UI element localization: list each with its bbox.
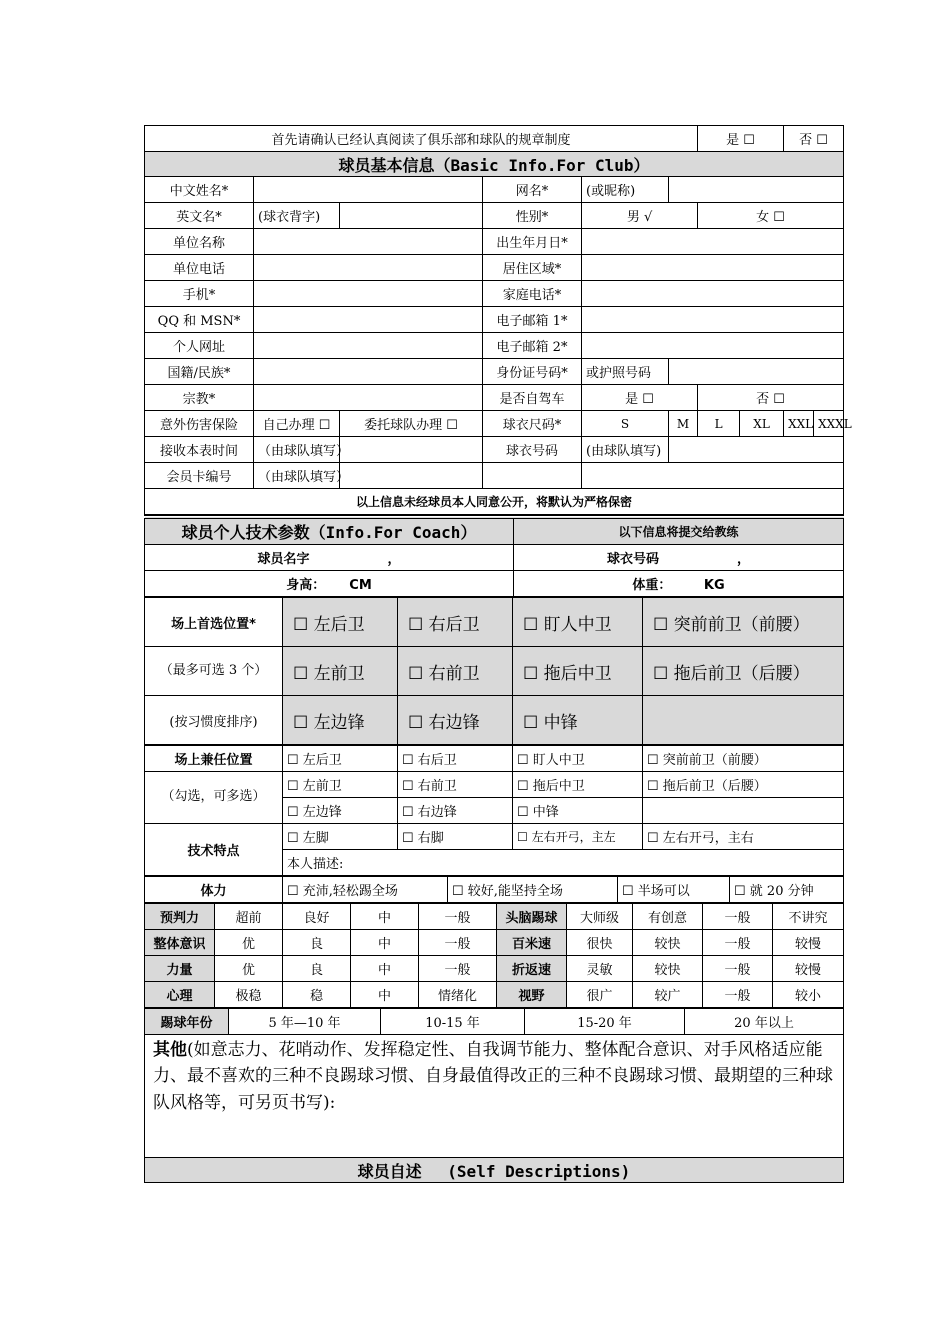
rating-option[interactable]: 一般 (703, 904, 773, 930)
basic-info-title: 球员基本信息（Basic Info.For Club） (145, 152, 844, 177)
jersey-number-field[interactable] (669, 437, 844, 463)
email1-field[interactable] (582, 307, 844, 333)
size-option-s[interactable]: S (582, 411, 669, 437)
pref-sweeper[interactable]: ☐ 拖后中卫 (513, 647, 643, 696)
id-number-label: 身份证号码* (483, 359, 582, 385)
rating-label-anticipation: 预判力 (145, 904, 215, 930)
size-option-m[interactable]: M (669, 411, 698, 437)
rating-option[interactable]: 不讲究 (773, 904, 844, 930)
foot-right-option[interactable]: ☐ 右脚 (398, 824, 513, 850)
drive-label: 是否自驾车 (483, 385, 582, 411)
self-description-field[interactable]: 本人描述: (283, 850, 844, 876)
rating-option[interactable]: 中 (351, 956, 419, 982)
alternate-position-table (144, 745, 844, 876)
preferred-position-table (144, 597, 844, 745)
preferred-position-label: 场上首选位置* (145, 598, 283, 647)
nickname-hint: (或昵称) (582, 177, 669, 203)
pref-left-wing[interactable]: ☐ 左边锋 (283, 696, 398, 745)
rating-option[interactable]: 超前 (215, 904, 283, 930)
self-description-title: 球员自述 (Self Descriptions) (145, 1158, 844, 1183)
alt-left-wing[interactable]: ☐ 左边锋 (283, 798, 398, 824)
gender-label: 性别* (483, 203, 582, 229)
birth-field[interactable] (582, 229, 844, 255)
qq-field[interactable] (254, 307, 483, 333)
member-card-blank (582, 463, 844, 489)
rating-option[interactable]: 较广 (633, 982, 703, 1008)
birth-label: 出生年月日* (483, 229, 582, 255)
company-phone-field[interactable] (254, 255, 483, 281)
foot-both-right-option[interactable]: ☐ 左右开弓，主右 (643, 824, 844, 850)
pref-left-mid[interactable]: ☐ 左前卫 (283, 647, 398, 696)
rules-confirmation: 首先请确认已经认真阅读了俱乐部和球队的规章制度 (145, 126, 698, 152)
years-option[interactable]: 5 年—10 年 (229, 1009, 381, 1035)
size-option-xl[interactable]: XL (740, 411, 784, 437)
receive-time-hint: （由球队填写） (254, 437, 340, 463)
alt-striker[interactable]: ☐ 中锋 (513, 798, 643, 824)
confirm-no-checkbox[interactable]: 否 ☐ (784, 126, 844, 152)
pref-striker[interactable]: ☐ 中锋 (513, 696, 643, 745)
rating-option[interactable]: 优 (215, 930, 283, 956)
rating-option[interactable]: 良 (283, 956, 351, 982)
receive-time-field[interactable] (340, 437, 483, 463)
pref-defensive-mid[interactable]: ☐ 拖后前卫（后腰） (643, 647, 844, 696)
alt-attacking-mid[interactable]: ☐ 突前前卫（前腰） (643, 746, 844, 772)
website-field[interactable] (254, 333, 483, 359)
pref-right-mid[interactable]: ☐ 右前卫 (398, 647, 513, 696)
rating-option[interactable]: 中 (351, 930, 419, 956)
insurance-label: 意外伤害保险 (145, 411, 254, 437)
chinese-name-field[interactable] (254, 177, 483, 203)
coach-jersey-field[interactable]: 球衣号码 ， (514, 545, 844, 571)
height-field[interactable]: 身高： CM (145, 571, 514, 597)
pref-right-back[interactable]: ☐ 右后卫 (398, 598, 513, 647)
email2-label: 电子邮箱 2* (483, 333, 582, 359)
rating-option[interactable]: 有创意 (633, 904, 703, 930)
jersey-size-label: 球衣尺码* (483, 411, 582, 437)
passport-hint: 或护照号码 (582, 359, 669, 385)
years-option[interactable]: 20 年以上 (685, 1009, 844, 1035)
stamina-full-option[interactable]: ☐ 充沛,轻松踢全场 (283, 877, 448, 903)
jersey-number-hint: (由球队填写) (582, 437, 669, 463)
rating-option[interactable]: 较快 (633, 956, 703, 982)
rating-option[interactable]: 很快 (567, 930, 633, 956)
residence-label: 居住区域* (483, 255, 582, 281)
pref-right-wing[interactable]: ☐ 右边锋 (398, 696, 513, 745)
preferred-position-hint: （最多可选 3 个） (145, 647, 283, 696)
qq-label: QQ 和 MSN* (145, 307, 254, 333)
english-name-hint: (球衣背字) (254, 203, 340, 229)
company-label: 单位名称 (145, 229, 254, 255)
weight-field[interactable]: 体重： KG (514, 571, 844, 597)
member-card-label: 会员卡编号 (145, 463, 254, 489)
coach-info-table (144, 515, 844, 597)
member-card-extra (483, 463, 582, 489)
english-name-label: 英文名* (145, 203, 254, 229)
stamina-20min-option[interactable]: ☐ 就 20 分钟 (730, 877, 844, 903)
pref-attacking-mid[interactable]: ☐ 突前前卫（前腰） (643, 598, 844, 647)
home-phone-field[interactable] (582, 281, 844, 307)
residence-field[interactable] (582, 255, 844, 281)
alt-right-mid[interactable]: ☐ 右前卫 (398, 772, 513, 798)
receive-time-label: 接收本表时间 (145, 437, 254, 463)
rating-option[interactable]: 情绪化 (419, 982, 497, 1008)
technique-label: 技术特点 (145, 824, 283, 876)
pref-empty-cell (643, 696, 844, 745)
stamina-table (144, 876, 844, 903)
nickname-label: 网名* (483, 177, 582, 203)
rating-option[interactable]: 很广 (567, 982, 633, 1008)
size-option-xxl[interactable]: XXL (784, 411, 814, 437)
alternate-position-hint: （勾选，可多选） (145, 772, 283, 824)
pref-left-back[interactable]: ☐ 左后卫 (283, 598, 398, 647)
rating-option[interactable]: 中 (351, 904, 419, 930)
rating-label-game-intelligence: 头脑踢球 (497, 904, 567, 930)
pref-stopper[interactable]: ☐ 盯人中卫 (513, 598, 643, 647)
foot-left-option[interactable]: ☐ 左脚 (283, 824, 398, 850)
alt-right-wing[interactable]: ☐ 右边锋 (398, 798, 513, 824)
id-number-field[interactable] (669, 359, 844, 385)
rating-label-sprint: 百米速 (497, 930, 567, 956)
gender-female-option[interactable]: 女 ☐ (698, 203, 844, 229)
coach-info-note: 以下信息将提交给教练 (514, 517, 844, 545)
chinese-name-label: 中文姓名* (145, 177, 254, 203)
confirm-yes-checkbox[interactable]: 是 ☐ (698, 126, 784, 152)
years-option[interactable]: 10-15 年 (381, 1009, 525, 1035)
website-label: 个人网址 (145, 333, 254, 359)
other-notes-heading: 其他 (153, 1040, 187, 1060)
alt-stopper[interactable]: ☐ 盯人中卫 (513, 746, 643, 772)
player-name-field[interactable]: 球员名字 ， (145, 545, 514, 571)
rating-label-agility: 折返速 (497, 956, 567, 982)
rating-option[interactable]: 较快 (633, 930, 703, 956)
rating-option[interactable]: 良好 (283, 904, 351, 930)
foot-both-left-option[interactable]: ☐ 左右开弓，主左 (513, 824, 643, 850)
alt-empty-cell (643, 798, 844, 824)
rating-option[interactable]: 稳 (283, 982, 351, 1008)
drive-yes-option[interactable]: 是 ☐ (582, 385, 698, 411)
insurance-self-option[interactable]: 自己办理 ☐ (254, 411, 340, 437)
size-option-xxxl[interactable]: XXXL (814, 411, 844, 437)
alt-left-back[interactable]: ☐ 左后卫 (283, 746, 398, 772)
years-label: 踢球年份 (145, 1009, 229, 1035)
stamina-half-option[interactable]: ☐ 半场可以 (618, 877, 730, 903)
insurance-team-option[interactable]: 委托球队办理 ☐ (340, 411, 483, 437)
alternate-position-label: 场上兼任位置 (145, 746, 283, 772)
religion-label: 宗教* (145, 385, 254, 411)
email1-label: 电子邮箱 1* (483, 307, 582, 333)
rating-option[interactable]: 灵敏 (567, 956, 633, 982)
rating-option[interactable]: 极稳 (215, 982, 283, 1008)
email2-field[interactable] (582, 333, 844, 359)
religion-field[interactable] (254, 385, 483, 411)
nationality-field[interactable] (254, 359, 483, 385)
home-phone-label: 家庭电话* (483, 281, 582, 307)
other-notes-text: (如意志力、花哨动作、发挥稳定性、自我调节能力、整体配合意识、对手风格适应能力、最不喜欢的三种不良踢球习惯、自身最值得改正的三种不良踢球习惯、最期望的三种球队风格等，可另页书写): (153, 1040, 833, 1113)
english-name-field[interactable] (340, 203, 483, 229)
ratings-table (144, 903, 844, 1008)
rating-option[interactable]: 一般 (703, 930, 773, 956)
rating-option[interactable]: 一般 (703, 982, 773, 1008)
rating-option[interactable]: 良 (283, 930, 351, 956)
alt-defensive-mid[interactable]: ☐ 拖后前卫（后腰） (643, 772, 844, 798)
years-table (144, 1008, 844, 1183)
alt-right-back[interactable]: ☐ 右后卫 (398, 746, 513, 772)
basic-info-table (144, 125, 852, 515)
rating-option[interactable]: 一般 (419, 904, 497, 930)
company-phone-label: 单位电话 (145, 255, 254, 281)
rating-option[interactable]: 优 (215, 956, 283, 982)
rating-option[interactable]: 中 (351, 982, 419, 1008)
alt-sweeper[interactable]: ☐ 拖后中卫 (513, 772, 643, 798)
rating-option[interactable]: 一般 (419, 930, 497, 956)
player-registration-form (144, 125, 852, 1183)
rating-label-mentality: 心理 (145, 982, 215, 1008)
years-option[interactable]: 15-20 年 (525, 1009, 685, 1035)
rating-option[interactable]: 较慢 (773, 930, 844, 956)
mobile-label: 手机* (145, 281, 254, 307)
rating-option[interactable]: 一般 (419, 956, 497, 982)
coach-info-title: 球员个人技术参数（Info.For Coach） (145, 517, 514, 545)
member-card-field[interactable] (340, 463, 483, 489)
gender-male-option[interactable]: 男 √ (582, 203, 698, 229)
nickname-field[interactable] (669, 177, 844, 203)
rating-option[interactable]: 大师级 (567, 904, 633, 930)
rating-label-awareness: 整体意识 (145, 930, 215, 956)
alt-left-mid[interactable]: ☐ 左前卫 (283, 772, 398, 798)
other-notes-field[interactable] (145, 1035, 844, 1158)
company-field[interactable] (254, 229, 483, 255)
rating-label-vision: 视野 (497, 982, 567, 1008)
stamina-label: 体力 (145, 877, 283, 903)
stamina-good-option[interactable]: ☐ 较好,能坚持全场 (448, 877, 618, 903)
mobile-field[interactable] (254, 281, 483, 307)
size-option-l[interactable]: L (698, 411, 740, 437)
rating-option[interactable]: 一般 (703, 956, 773, 982)
rating-option[interactable]: 较慢 (773, 956, 844, 982)
preferred-position-order: (按习惯度排序) (145, 696, 283, 745)
jersey-number-label: 球衣号码 (483, 437, 582, 463)
rating-label-strength: 力量 (145, 956, 215, 982)
privacy-note: 以上信息未经球员本人同意公开，将默认为严格保密 (145, 489, 844, 515)
member-card-hint: （由球队填写） (254, 463, 340, 489)
rating-option[interactable]: 较小 (773, 982, 844, 1008)
drive-no-option[interactable]: 否 ☐ (698, 385, 844, 411)
nationality-label: 国籍/民族* (145, 359, 254, 385)
